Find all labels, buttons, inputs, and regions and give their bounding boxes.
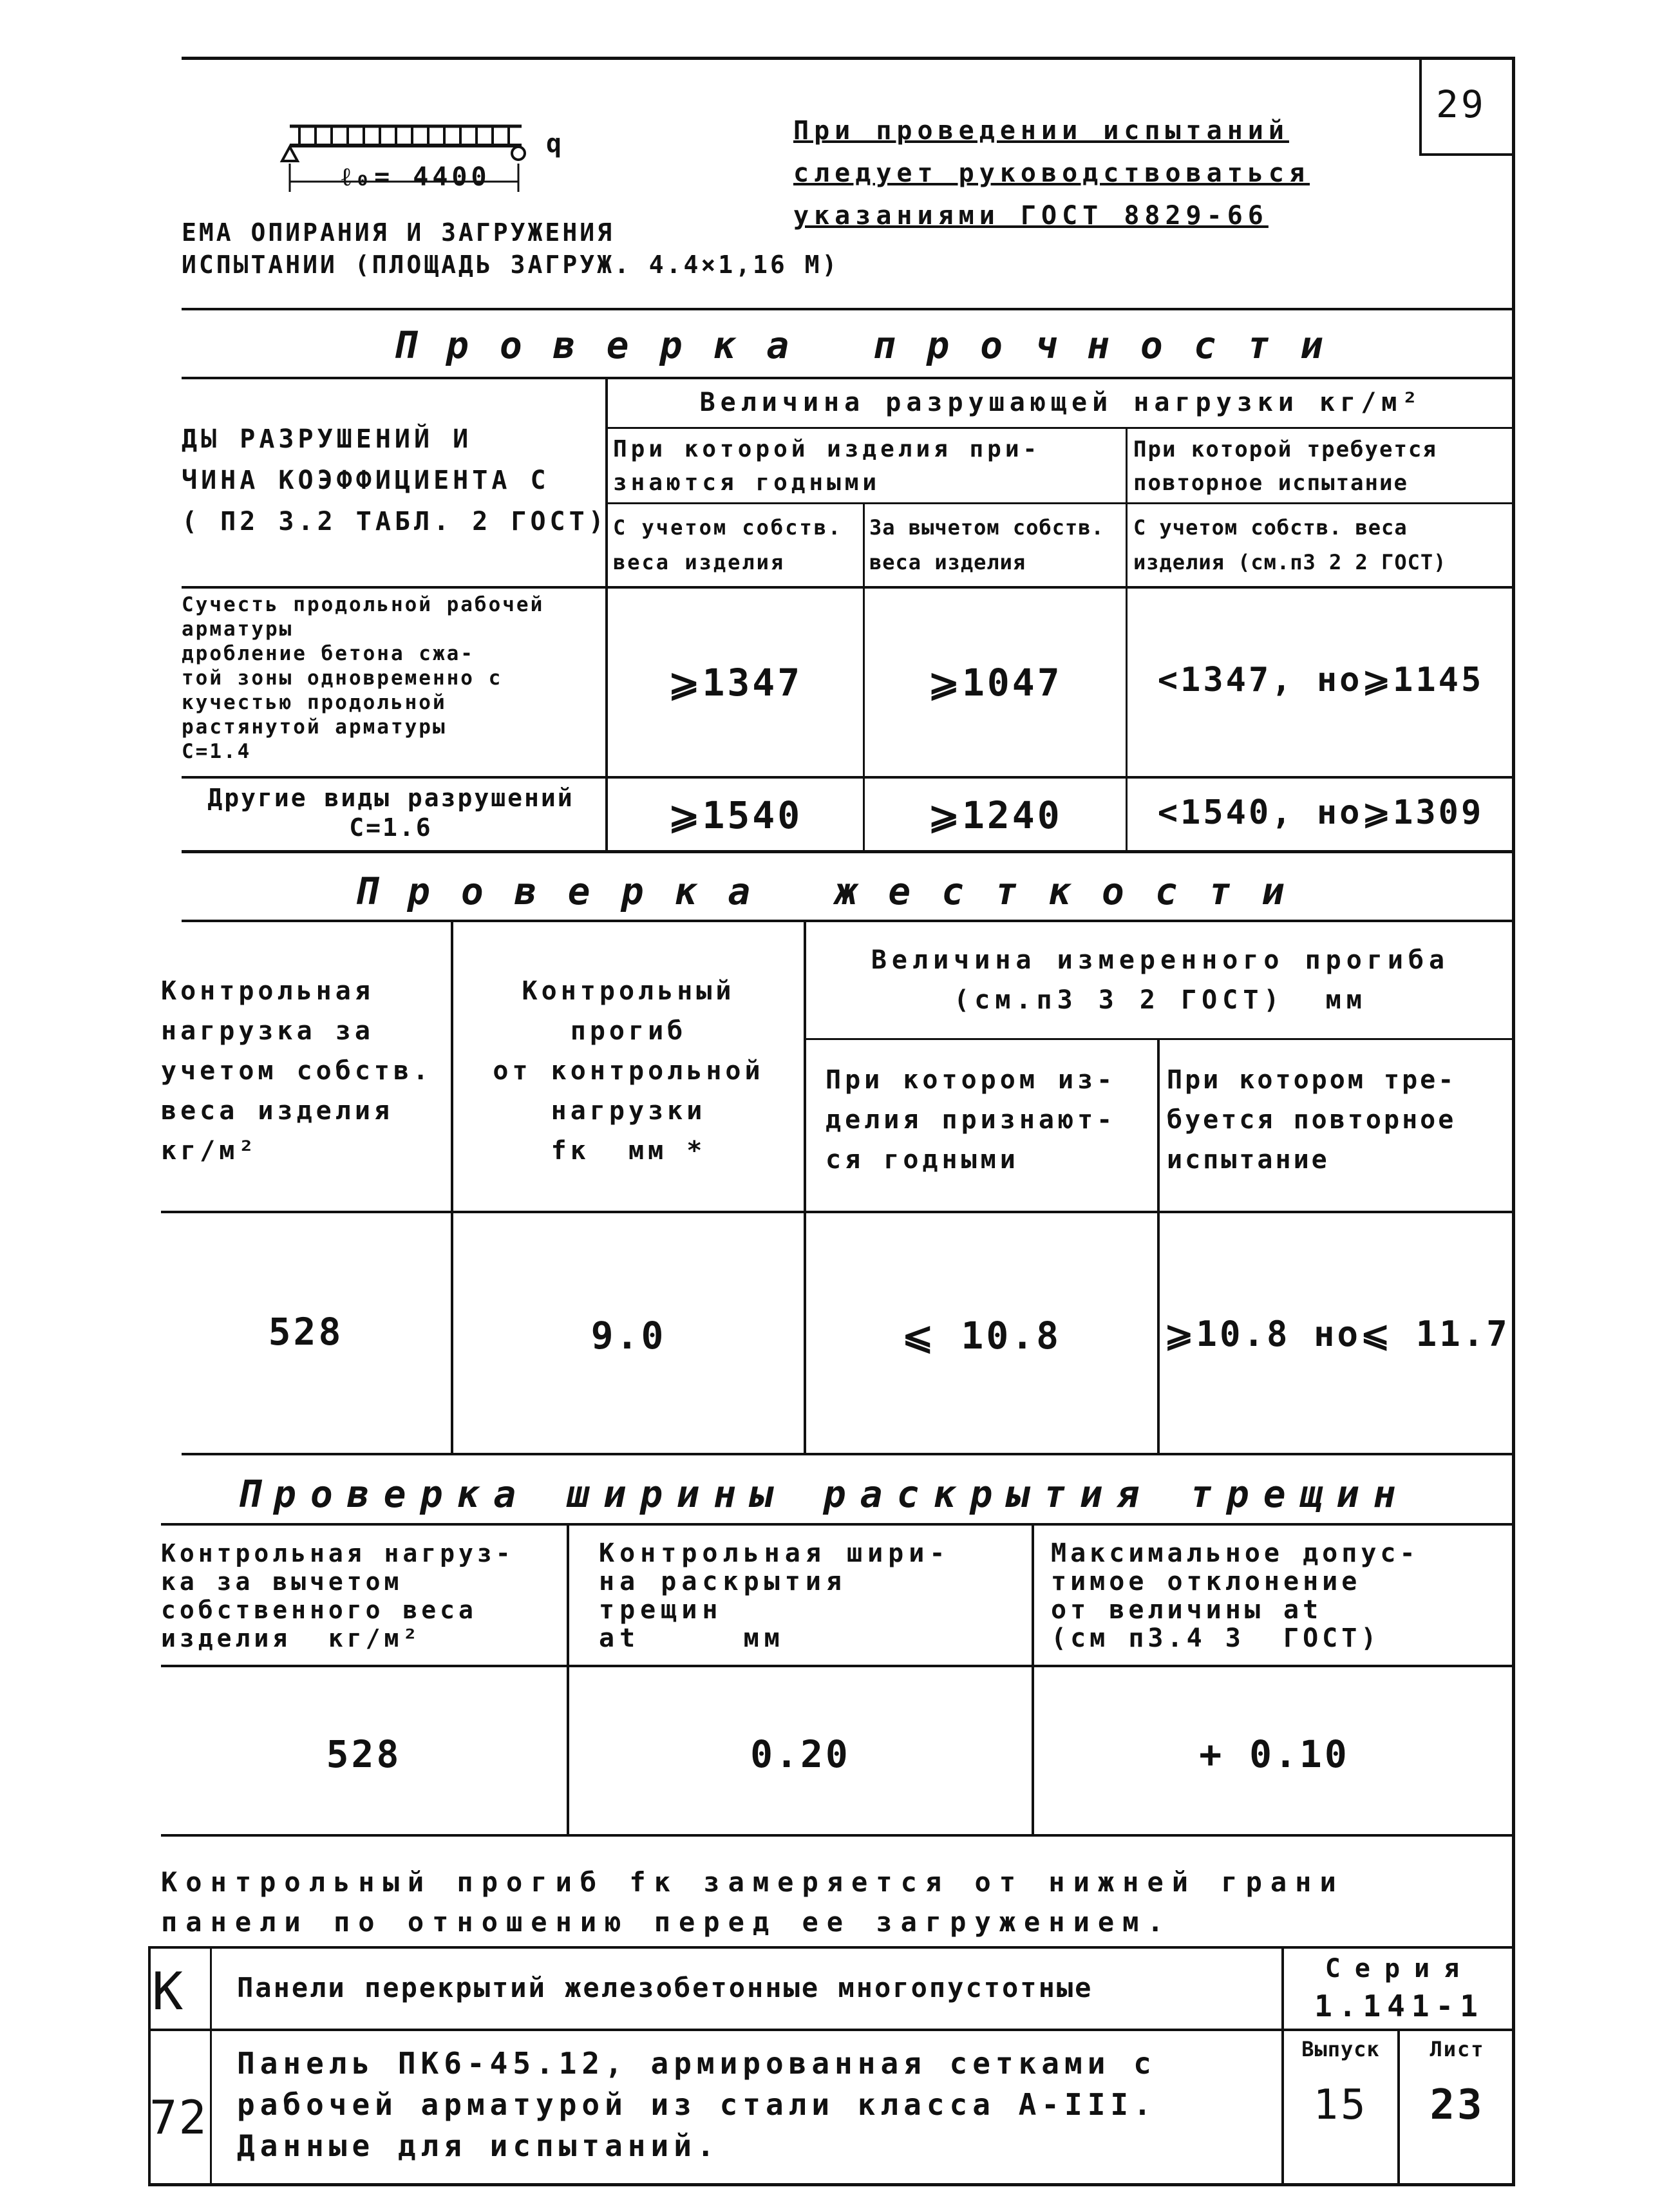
stiffness-deflection-value: 9.0 [590, 1314, 666, 1358]
series-label: Серия [1325, 1954, 1474, 1983]
strength-row-2-value-1: ⩾1540 [668, 793, 803, 837]
strength-row-2-value-3: <1540, но⩾1309 [1157, 793, 1484, 832]
strength-title: Проверка прочности [393, 323, 1354, 367]
sheet-label: Лист [1430, 2037, 1485, 2061]
crack-deviation-value: + 0.10 [1199, 1732, 1350, 1776]
stiffness-load-value: 528 [268, 1310, 344, 1354]
stiffness-load-header: Контрольная нагрузка за учетом собств. веса изделия кг/м² [161, 976, 433, 1166]
deflection-note: Контрольный прогиб fк замеряется от нижней грани панели по отношению перед ее загружением. [161, 1866, 1345, 1938]
sheet-value: 23 [1430, 2081, 1485, 2129]
strength-with-weight: С учетом собств. веса изделия [613, 515, 843, 574]
strength-retest-sub: С учетом собств. веса изделия (см.п3 2 2 ГОСТ) [1133, 515, 1447, 574]
strength-row-2-label: Другие виды разрушений C=1.6 [207, 784, 574, 842]
panel-description: Панель ПК6-45.12, армированная сетками с рабочей арматурой из стали класса А-III. Данные для испытаний. [237, 2046, 1156, 2163]
strength-failure-header: ДЫ РАЗРУШЕНИЙ И ЧИНА КОЭФФИЦИЕНТА C ( П2 3.2 ТАБЛ. 2 ГОСТ) [182, 424, 608, 536]
crack-title: Проверка ширины раскрытия трещин [237, 1472, 1410, 1516]
series-title: Панели перекрытий железобетонные многопустотные [237, 1972, 1093, 2003]
series-value: 1.141-1 [1314, 1989, 1484, 2023]
strength-row-1-label: Сучесть продольной рабочей арматуры дробление бетона сжа- той зоны одновременно с кучестью продольной растянутой арматуры C=1.4 [182, 593, 545, 763]
top-border [182, 57, 1515, 60]
strength-row-1-value-2: ⩾1047 [928, 661, 1062, 705]
stiffness-measured-header: Величина измеренного прогиба (см.п3 3 2 ГОСТ) мм [871, 945, 1450, 1015]
stiffness-deflection-header: Контрольный прогиб от контрольной нагрузки fк мм * [493, 976, 764, 1166]
corner-mark-bottom: 72 [149, 2090, 208, 2144]
strength-row-1-value-3: <1347, но⩾1145 [1157, 661, 1484, 699]
issue-value: 15 [1313, 2081, 1368, 2129]
stiffness-retest-value: ⩾10.8 но⩽ 11.7 [1164, 1314, 1510, 1354]
stiffness-title: Проверка жесткости [354, 869, 1316, 913]
stiffness-fit-value: ⩽ 10.8 [901, 1314, 1062, 1358]
stiffness-fit-header: При котором из- делия признают- ся годными [826, 1065, 1117, 1175]
strength-retest-header: При которой требуется повторное испытание [1133, 437, 1437, 496]
strength-fit-header: При которой изделия при- знаются годными [613, 436, 1041, 496]
stiffness-retest-header: При котором тре- буется повторное испытание [1167, 1065, 1457, 1175]
crack-load-value: 528 [326, 1732, 402, 1776]
test-instruction: При проведении испытаний следует руководствоваться указаниями ГОСТ 8829-66 [793, 116, 1310, 231]
right-border [1512, 57, 1515, 2185]
strength-row-2-value-2: ⩾1240 [928, 793, 1062, 837]
page-number: 29 [1436, 82, 1486, 126]
strength-load-header: Величина разрушающей нагрузки кг/м² [699, 388, 1423, 417]
scheme-caption: ЕМА ОПИРАНИЯ И ЗАГРУЖЕНИЯ ИСПЫТАНИИ (ПЛОЩАДЬ ЗАГРУЖ. 4.4×1,16 М) [182, 218, 840, 279]
crack-deviation-header: Максимальное допус- тимое отклонение от величины at (см п3.4 3 ГОСТ) [1051, 1538, 1419, 1653]
crack-load-header: Контрольная нагруз- ка за вычетом собственного веса изделия кг/м² [161, 1539, 514, 1652]
issue-label: Выпуск [1301, 2037, 1380, 2061]
bottom-border [148, 2183, 1515, 2186]
crack-width-value: 0.20 [750, 1732, 851, 1776]
strength-without-weight: За вычетом собств. веса изделия [869, 515, 1104, 574]
load-mark: q [546, 129, 566, 158]
crack-width-header: Контрольная шири- на раскрытия трещин at мм [599, 1538, 950, 1653]
strength-row-1-value-1: ⩾1347 [668, 661, 803, 705]
span-label: ℓ₀= 4400 [341, 162, 491, 192]
corner-mark-top: К [152, 1962, 187, 2021]
